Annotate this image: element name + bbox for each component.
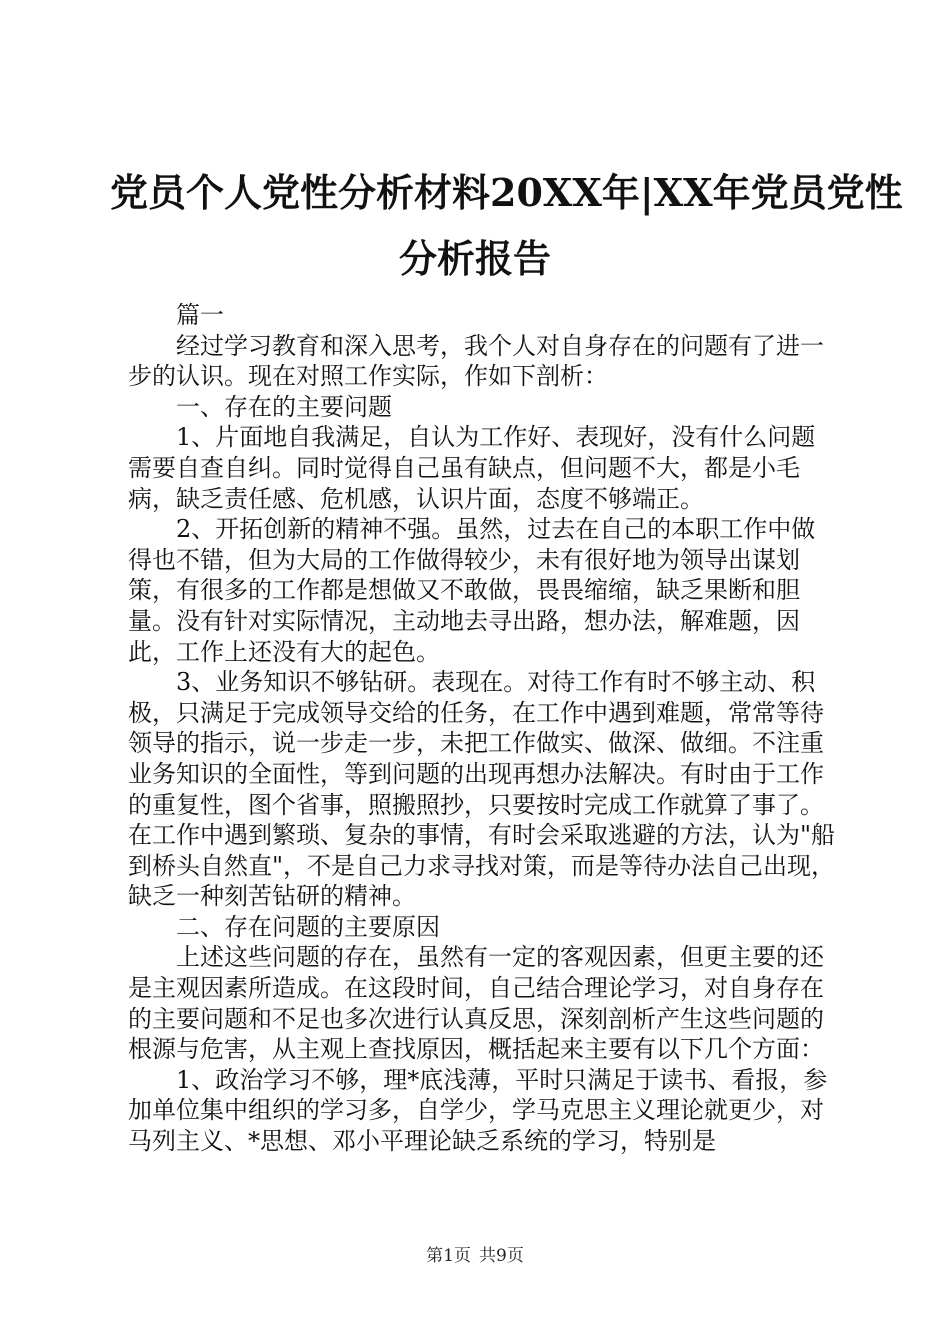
section-label: 篇一: [176, 301, 224, 329]
page-number: 第1页: [426, 1246, 471, 1266]
intro-paragraph: 经过学习教育和深入思考，我个人对自身存在的问题有了进一步的认识。现在对照工作实际，作如下剖析：: [128, 331, 824, 391]
cause-intro-paragraph: 上述这些问题的存在，虽然有一定的客观因素，但更主要的还是主观因素所造成。在这段时间，自己结合理论学习，对自身存在的主要问题和不足也多次进行认真反思，深刻剖析产生这些问题的根源与危害，从主观上查找原因，概括起来主要有以下几个方面：: [128, 943, 824, 1064]
problem-paragraph-3: 3、业务知识不够钻研。表现在。对待工作有时不够主动、积极，只满足于完成领导交给的任务，在工作中遇到难题，常常等待领导的指示，说一步走一步，未把工作做实、做深、做细。不注重业务知识的全面性，等到问题的出现再想办法解决。有时由于工作的重复性，图个省事，照搬照抄，只要按时完成工作就算了事了。在工作中遇到繁琐、复杂的事情，有时会采取逃避的方法，认为"船到桥头自然直"，不是自己力求寻找对策，而是等待办法自己出现，缺乏一种刻苦钻研的精神。: [128, 668, 836, 911]
section-heading-2: 二、存在问题的主要原因: [176, 912, 440, 941]
page-footer: [0, 1245, 950, 1267]
page-total: 共9页: [479, 1246, 524, 1266]
title-line-2: 分析报告: [398, 236, 551, 281]
document-title: [110, 160, 903, 292]
problem-paragraph-1: 1、片面地自我满足，自认为工作好、表现好，没有什么问题需要自查自纠。同时觉得自己虽有缺点，但问题不大，都是小毛病，缺乏责任感、危机感，认识片面，态度不够端正。: [128, 423, 816, 513]
section-heading-1: 一、存在的主要问题: [176, 392, 392, 421]
problem-paragraph-2: 2、开拓创新的精神不强。虽然，过去在自己的本职工作中做得也不错，但为大局的工作做得较少，未有很好地为领导出谋划策，有很多的工作都是想做又不敢做，畏畏缩缩，缺乏果断和胆量。没有针对实际情况，主动地去寻出路，想办法，解难题，因此，工作上还没有大的起色。: [128, 515, 816, 666]
cause-paragraph-1: 1、政治学习不够，理*底浅薄，平时只满足于读书、看报，参加单位集中组织的学习多，自学少，学马克思主义理论就更少，对马列主义、*思想、邓小平理论缺乏系统的学习，特别是: [128, 1065, 828, 1156]
title-line-1: 党员个人党性分析材料20XX年|XX年党员党性: [110, 170, 903, 215]
document-body: [128, 300, 838, 1157]
